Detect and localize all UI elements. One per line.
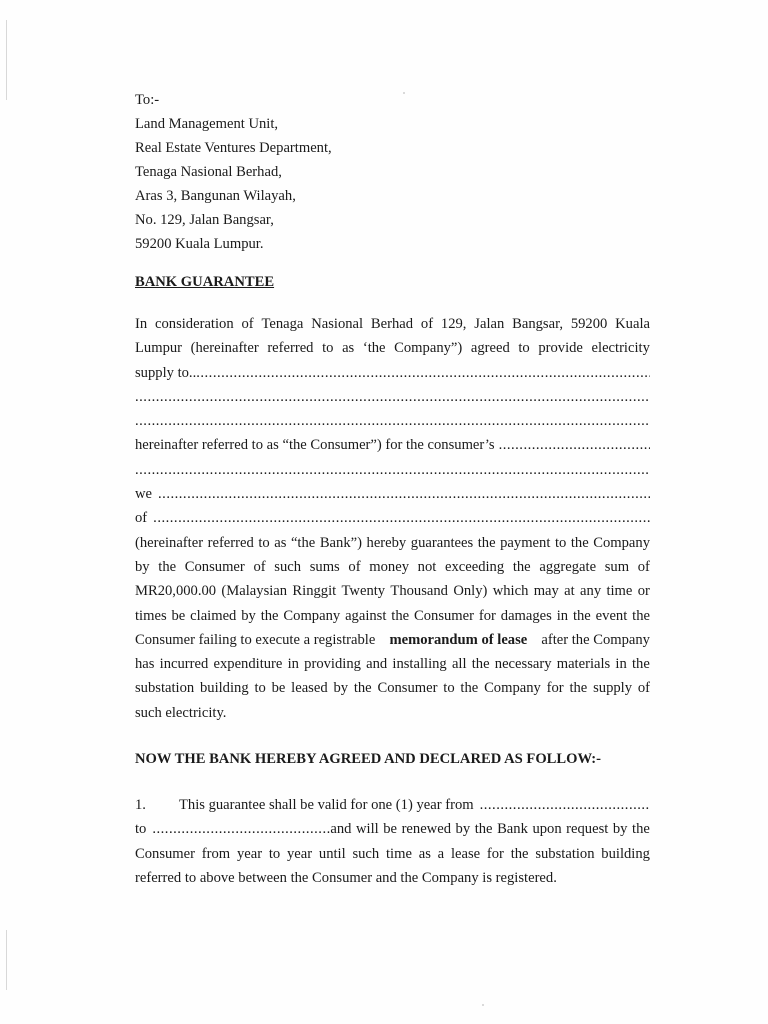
word: materials bbox=[556, 656, 611, 673]
word: all bbox=[451, 656, 467, 673]
word: event bbox=[595, 607, 628, 624]
word: for bbox=[546, 680, 564, 697]
word: be bbox=[171, 607, 186, 624]
word: a bbox=[437, 845, 445, 862]
we-label: we bbox=[135, 486, 153, 503]
word: of bbox=[348, 558, 361, 575]
word: Bank”) bbox=[319, 534, 362, 551]
recipient-line: Aras 3, Bangunan Wilayah, bbox=[135, 188, 296, 204]
fill-blank-dots bbox=[480, 793, 650, 817]
word: and bbox=[330, 821, 352, 838]
word: request bbox=[566, 821, 609, 838]
word: until bbox=[318, 845, 346, 862]
word: the bbox=[477, 534, 496, 551]
para-line: such electricity. bbox=[135, 704, 227, 721]
word: of bbox=[637, 558, 650, 575]
word: the bbox=[474, 821, 493, 838]
word: Consumer bbox=[377, 680, 438, 697]
word: which bbox=[492, 583, 529, 600]
para-line bbox=[135, 531, 650, 555]
word: such bbox=[274, 558, 302, 575]
word: year bbox=[286, 845, 313, 862]
word: provide bbox=[538, 340, 583, 357]
fill-blank-dots bbox=[158, 482, 650, 506]
word: will bbox=[355, 821, 379, 838]
word: MR20,000.00 bbox=[135, 583, 217, 600]
word: hereby bbox=[366, 534, 407, 551]
word: installing bbox=[392, 656, 447, 673]
word: to bbox=[322, 340, 334, 357]
fill-blank-dots bbox=[135, 409, 650, 433]
word: Thousand bbox=[390, 583, 448, 600]
fill-blank-dots bbox=[152, 817, 330, 841]
word: substation bbox=[135, 680, 195, 697]
consumer-reference-blank bbox=[135, 433, 650, 457]
word: sum bbox=[604, 558, 630, 575]
word: Consumer bbox=[184, 558, 245, 575]
word: Company”) bbox=[394, 340, 463, 357]
word: time bbox=[606, 583, 633, 600]
word: Tenaga bbox=[261, 316, 304, 332]
word: Ringgit bbox=[292, 583, 337, 600]
recipient-line: Real Estate Ventures Department, bbox=[135, 140, 332, 156]
word: (hereinafter bbox=[190, 340, 259, 357]
word: the bbox=[632, 607, 650, 624]
word: renewed bbox=[401, 821, 451, 838]
clause-text: This guarantee shall be valid for one (1) year from bbox=[179, 797, 474, 814]
word: Only) bbox=[453, 583, 488, 600]
word: Consumer bbox=[414, 607, 474, 624]
word: as bbox=[418, 845, 431, 862]
word: Company bbox=[283, 607, 341, 624]
memorandum-of-lease-term: memorandum of lease bbox=[389, 631, 528, 648]
para-line bbox=[135, 652, 650, 676]
word: referred bbox=[267, 340, 314, 357]
word: electricity bbox=[591, 340, 650, 357]
word: supply bbox=[593, 680, 633, 697]
word: may bbox=[533, 583, 559, 600]
to-label: To:- bbox=[135, 92, 160, 108]
recipient-line: No. 129, Jalan Bangsar, bbox=[135, 212, 274, 228]
word: “the bbox=[290, 534, 316, 551]
word: of bbox=[637, 680, 650, 697]
of-label: of bbox=[135, 510, 148, 527]
word: necessary bbox=[494, 656, 552, 673]
word: the bbox=[158, 558, 177, 575]
word: to bbox=[254, 680, 266, 697]
clause-line bbox=[135, 793, 650, 817]
word: and bbox=[366, 656, 388, 673]
para-line bbox=[135, 676, 650, 700]
blank-line bbox=[135, 385, 650, 409]
word: the bbox=[260, 607, 279, 624]
word: the bbox=[353, 680, 372, 697]
word: sums bbox=[309, 558, 340, 575]
consumer-reference-label: hereinafter referred to as “the Consumer”) for the consumer’s bbox=[135, 437, 495, 454]
word: expenditure bbox=[213, 656, 283, 673]
word: by bbox=[241, 607, 256, 624]
clause-1 bbox=[135, 793, 650, 890]
word: of bbox=[241, 316, 254, 332]
fill-blank-dots bbox=[196, 361, 650, 385]
clause-line: referred to above between the Consumer and the Company is registered. bbox=[135, 869, 557, 886]
fill-blank-dots bbox=[135, 458, 650, 482]
word: (hereinafter bbox=[135, 534, 204, 551]
word: to bbox=[554, 534, 567, 551]
word: in bbox=[556, 607, 569, 624]
word: money bbox=[369, 558, 409, 575]
word: (Malaysian bbox=[221, 583, 288, 600]
fill-blank-dots bbox=[499, 433, 650, 457]
para-line bbox=[135, 604, 650, 628]
word: claimed bbox=[190, 607, 237, 624]
word: for bbox=[478, 607, 496, 624]
para-line bbox=[135, 312, 650, 336]
word: building bbox=[601, 845, 650, 862]
word: lease bbox=[450, 845, 481, 862]
word: upon bbox=[532, 821, 562, 838]
para-line bbox=[135, 336, 650, 360]
word: of bbox=[253, 558, 266, 575]
word: in bbox=[615, 656, 627, 673]
word: Company bbox=[593, 534, 650, 551]
scan-edge-mark bbox=[6, 930, 7, 990]
word: to bbox=[443, 680, 455, 697]
word: to bbox=[258, 534, 270, 551]
word: by bbox=[612, 821, 628, 838]
word: Kuala bbox=[615, 316, 650, 332]
fill-blank-dots bbox=[135, 385, 650, 409]
word: times bbox=[135, 607, 167, 624]
blank-line bbox=[135, 458, 650, 482]
word: the bbox=[631, 656, 650, 673]
word: Company bbox=[484, 680, 541, 697]
recipient-block bbox=[135, 88, 650, 256]
word: in bbox=[287, 656, 299, 673]
word: Bank bbox=[497, 821, 528, 838]
word: payment bbox=[500, 534, 551, 551]
word: agreed bbox=[470, 340, 510, 357]
word: be bbox=[383, 821, 398, 838]
fill-blank-dots bbox=[153, 506, 650, 530]
clause-text bbox=[330, 817, 650, 841]
scan-speck bbox=[482, 1004, 484, 1006]
word: Nasional bbox=[311, 316, 364, 332]
word: the bbox=[632, 821, 650, 838]
word: against bbox=[345, 607, 387, 624]
word: Bangsar, bbox=[512, 316, 563, 332]
word: Consumer bbox=[135, 845, 195, 862]
recipient-line: Tenaga Nasional Berhad, bbox=[135, 164, 282, 180]
word: substation bbox=[535, 845, 595, 862]
para-line bbox=[135, 628, 650, 652]
word: the bbox=[510, 845, 529, 862]
we-blank bbox=[135, 482, 650, 506]
word: the bbox=[572, 607, 591, 624]
word: ‘the bbox=[362, 340, 386, 357]
word: to bbox=[268, 845, 281, 862]
recipient-line: Land Management Unit, bbox=[135, 116, 279, 132]
para-line bbox=[135, 555, 650, 579]
word: leased bbox=[291, 680, 328, 697]
word: the bbox=[570, 534, 589, 551]
word: be bbox=[271, 680, 286, 697]
clause-line bbox=[135, 817, 650, 841]
word: by bbox=[135, 558, 150, 575]
word: the bbox=[460, 680, 479, 697]
word: the bbox=[471, 656, 490, 673]
word: Jalan bbox=[474, 316, 505, 332]
word: not bbox=[417, 558, 437, 575]
declaration-heading: NOW THE BANK HEREBY AGREED AND DECLARED AS FOLLOW:- bbox=[135, 751, 602, 768]
word: from bbox=[201, 845, 231, 862]
blank-line bbox=[135, 409, 650, 433]
word: or bbox=[637, 583, 650, 600]
para-text: Consumer failing to execute a registrable bbox=[135, 631, 376, 648]
word: year bbox=[236, 845, 263, 862]
word: providing bbox=[304, 656, 361, 673]
word: Twenty bbox=[341, 583, 386, 600]
word: the bbox=[391, 607, 410, 624]
word: of bbox=[420, 316, 434, 332]
recipient-line: 59200 Kuala Lumpur. bbox=[135, 236, 264, 252]
word: aggregate bbox=[539, 558, 597, 575]
scan-edge-mark bbox=[6, 20, 7, 100]
word: referred bbox=[207, 534, 254, 551]
supply-to-blank bbox=[135, 361, 650, 385]
word: any bbox=[580, 583, 602, 600]
clause-text: to bbox=[135, 821, 147, 838]
word: Lumpur bbox=[135, 340, 183, 357]
word: damages bbox=[500, 607, 552, 624]
of-blank bbox=[135, 506, 650, 530]
word: such bbox=[352, 845, 380, 862]
word: the bbox=[512, 558, 531, 575]
word: to bbox=[518, 340, 530, 357]
word: 129, bbox=[440, 316, 467, 332]
word: has bbox=[135, 656, 155, 673]
word: time bbox=[385, 845, 412, 862]
word: the bbox=[569, 680, 588, 697]
word: Berhad bbox=[370, 316, 414, 332]
word: building bbox=[199, 680, 249, 697]
supply-to-label: supply to.. bbox=[135, 364, 197, 381]
letter-body bbox=[135, 88, 650, 890]
word: as bbox=[342, 340, 355, 357]
consideration-paragraph bbox=[135, 312, 650, 725]
word: exceeding bbox=[445, 558, 505, 575]
para-text: after the Company bbox=[541, 631, 650, 648]
word: for bbox=[486, 845, 504, 862]
word: as bbox=[274, 534, 287, 551]
clause-number: 1. bbox=[135, 797, 146, 814]
word: incurred bbox=[159, 656, 209, 673]
word: guarantees bbox=[410, 534, 474, 551]
word: by bbox=[333, 680, 349, 697]
word: consideration bbox=[155, 316, 234, 332]
word: In bbox=[135, 316, 148, 332]
word: 59200 bbox=[570, 316, 608, 332]
document-heading: BANK GUARANTEE bbox=[135, 274, 275, 290]
para-line bbox=[135, 579, 650, 603]
word: by bbox=[455, 821, 471, 838]
word: at bbox=[564, 583, 575, 600]
clause-line bbox=[135, 842, 650, 866]
